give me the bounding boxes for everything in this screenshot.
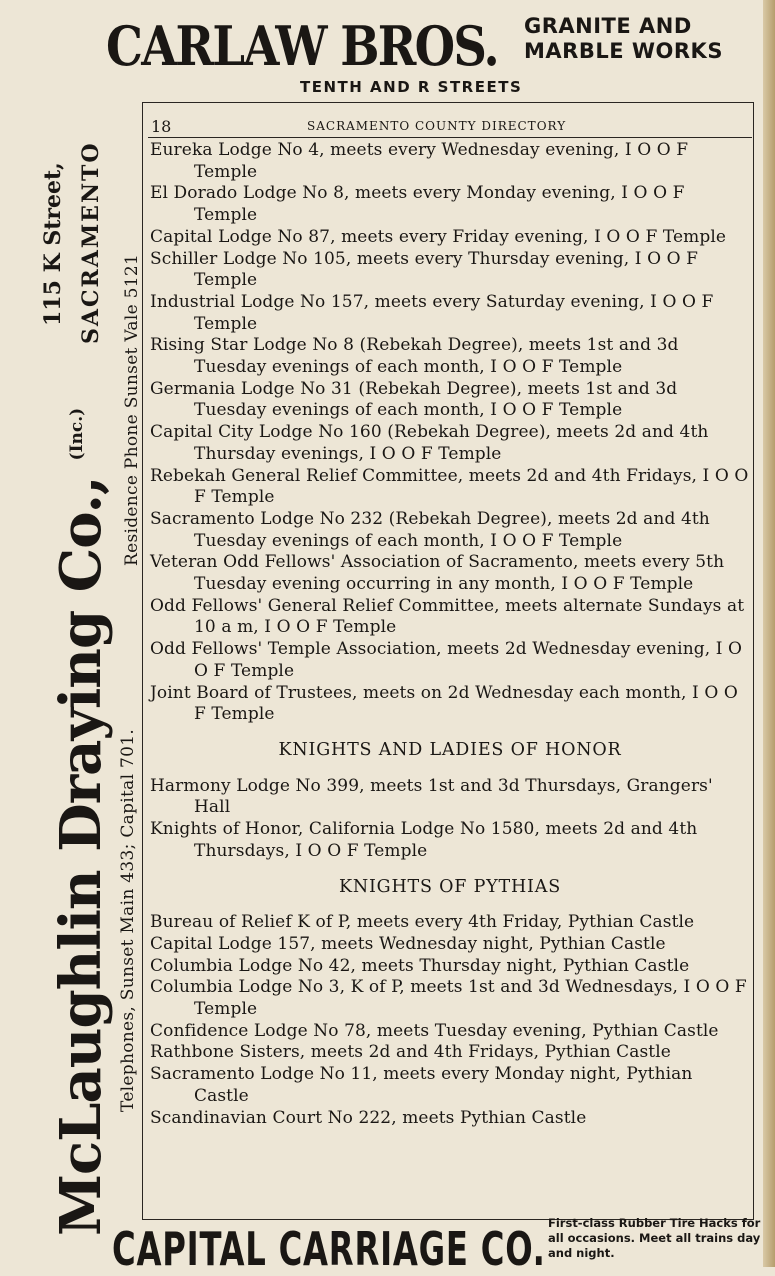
directory-entry: Scandinavian Court No 222, meets Pythian Castle	[150, 1107, 587, 1128]
directory-entry: Columbia Lodge No 42, meets Thursday night, Pythian Castle	[150, 955, 690, 976]
directory-entry: Rising Star Lodge No 8 (Rebekah Degree), meets 1st and 3d Tuesday evenings of each month, I O O F Temple	[150, 335, 679, 378]
directory-entry: El Dorado Lodge No 8, meets every Monday evening, I O O F Temple	[150, 183, 685, 226]
section-heading-knights-ladies-of-honor: KNIGHTS AND LADIES OF HONOR	[278, 739, 622, 760]
directory-entry: Confidence Lodge No 78, meets Tuesday evening, Pythian Castle	[150, 1020, 719, 1041]
top-ad-business-line2: MARBLE WORKS	[524, 39, 723, 63]
directory-entry: Germania Lodge No 31 (Rebekah Degree), meets 1st and 3d Tuesday evenings of each month, I O O F Temple	[150, 378, 678, 421]
header-rule	[148, 137, 752, 138]
directory-entry: Odd Fellows' Temple Association, meets 2d Wednesday evening, I O O F Temple	[150, 639, 743, 681]
directory-entry: Capital Lodge No 87, meets every Friday evening, I O O F Temple	[150, 226, 727, 247]
directory-entry: Rebekah General Relief Committee, meets 2d and 4th Fridays, I O O F Temple	[150, 465, 749, 508]
directory-entry: Joint Board of Trustees, meets on 2d Wednesday each month, I O O F Temple	[150, 682, 738, 725]
page-edge	[763, 0, 775, 1267]
side-ad-street: 115 K Street,	[40, 162, 66, 326]
directory-entry: Veteran Odd Fellows' Association of Sacramento, meets every 5th Tuesday evening occurring in any month, I O O F Temple	[150, 552, 725, 595]
page-header	[147, 115, 747, 137]
directory-content	[150, 140, 750, 1129]
section-heading-knights-of-pythias: KNIGHTS OF PYTHIAS	[338, 876, 562, 897]
side-ad-company-block	[48, 408, 114, 1236]
directory-entry: Odd Fellows' General Relief Committee, meets alternate Sundays at 10 a m, I O O F Temple	[150, 595, 745, 638]
directory-entry: Rathbone Sisters, meets 2d and 4th Fridays, Pythian Castle	[150, 1042, 671, 1063]
directory-entry: Capital City Lodge No 160 (Rebekah Degree), meets 2d and 4th Thursday evenings, I O O F Temple	[150, 422, 709, 464]
directory-entry: Bureau of Relief K of P, meets every 4th Friday, Pythian Castle	[150, 912, 695, 933]
ioof-entries	[150, 140, 750, 726]
side-ad-residence-phone: Residence Phone Sunset Vale 5121	[122, 253, 142, 566]
directory-entry: Harmony Lodge No 399, meets 1st and 3d Thursdays, Grangers' Hall	[150, 775, 713, 818]
bottom-advertisement	[0, 1216, 775, 1276]
directory-entry: Industrial Lodge No 157, meets every Saturday evening, I O O F Temple	[150, 291, 714, 334]
page-number: 18	[151, 117, 172, 136]
directory-entry: Capital Lodge 157, meets Wednesday night, Pythian Castle	[150, 933, 666, 954]
directory-entry: Eureka Lodge No 4, meets every Wednesday evening, I O O F Temple	[150, 140, 689, 182]
running-head: SACRAMENTO COUNTY DIRECTORY	[307, 119, 567, 133]
knights-ladies-entries	[150, 776, 750, 863]
pythias-entries	[150, 912, 750, 1129]
top-ad-company: CARLAW BROS.	[106, 14, 498, 78]
top-ad-streets: TENTH AND R STREETS	[300, 78, 523, 96]
top-ad-business	[524, 14, 723, 64]
directory-entry: Knights of Honor, California Lodge No 1580, meets 2d and 4th Thursdays, I O O F Temple	[150, 819, 698, 861]
directory-entry: Sacramento Lodge No 11, meets every Monday night, Pythian Castle	[150, 1064, 693, 1106]
side-ad-city: SACRAMENTO	[78, 141, 104, 344]
directory-entry: Columbia Lodge No 3, K of P, meets 1st and 3d Wednesdays, I O O F Temple	[150, 977, 747, 1020]
side-ad-telephones: Telephones, Sunset Main 433; Capital 701.	[118, 728, 138, 1112]
side-ad-inc: (Inc.)	[67, 407, 87, 461]
bottom-ad-tagline: First-class Rubber Tire Hacks for all occasions. Meet all trains day and night.	[548, 1216, 761, 1260]
directory-entry: Sacramento Lodge No 232 (Rebekah Degree), meets 2d and 4th Tuesday evenings of each month, I O O F Temple	[150, 508, 710, 551]
top-ad-business-line1: GRANITE AND	[524, 14, 692, 38]
directory-entry: Schiller Lodge No 105, meets every Thursday evening, I O O F Temple	[150, 248, 699, 291]
side-ad-company: McLaughlin Draying Co.,	[48, 476, 114, 1236]
bottom-ad-company: CAPITAL CARRIAGE CO.	[112, 1222, 546, 1276]
top-advertisement	[0, 0, 775, 104]
